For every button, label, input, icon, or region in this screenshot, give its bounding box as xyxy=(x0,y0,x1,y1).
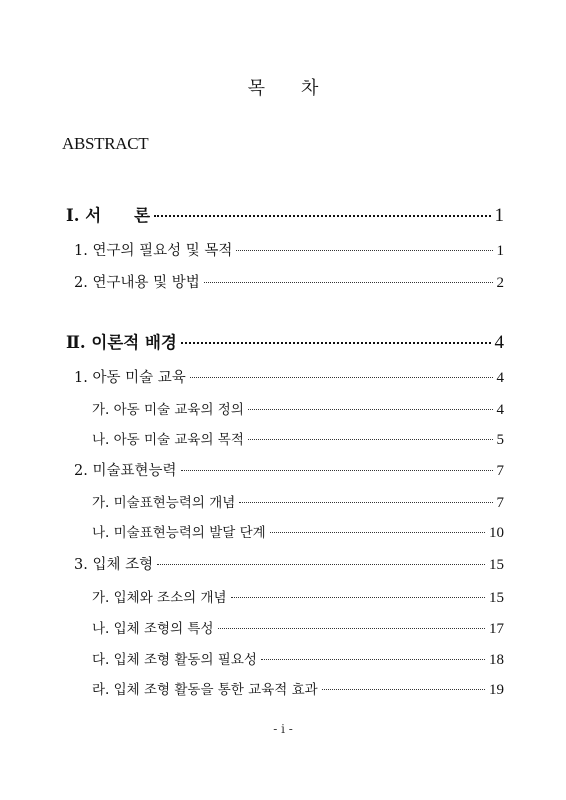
toc-entry-label: 다. 입체 조형 활동의 필요성 xyxy=(92,652,257,668)
dot-leader xyxy=(236,250,492,251)
toc-entry-label: 나. 미술표현능력의 발달 단계 xyxy=(92,525,266,541)
dot-leader xyxy=(157,564,485,565)
page-title xyxy=(0,74,566,100)
toc-entry-page: 15 xyxy=(489,557,504,573)
toc-entry xyxy=(74,366,504,387)
toc-entry-page: 19 xyxy=(489,682,504,698)
toc-entry-label: 2. 미술표현능력 xyxy=(74,463,177,479)
toc-entry-page: 4 xyxy=(494,332,504,353)
dot-leader xyxy=(190,377,493,378)
dot-leader xyxy=(248,439,493,440)
toc-entry-label: 2. 연구내용 및 방법 xyxy=(74,275,200,291)
toc-entry-page: 15 xyxy=(489,590,504,606)
dot-leader xyxy=(239,502,492,503)
dot-leader xyxy=(204,282,493,283)
dot-leader xyxy=(181,342,491,344)
toc-entry xyxy=(74,553,504,574)
dot-leader xyxy=(181,470,493,471)
toc-entry-page: 17 xyxy=(489,621,504,637)
toc-entry xyxy=(92,586,504,607)
toc-entry-page: 2 xyxy=(496,275,504,291)
toc-entry xyxy=(92,398,504,419)
dot-leader xyxy=(270,532,485,533)
toc-entry-label: Ⅰ. 서 론 xyxy=(66,206,151,225)
toc-entry xyxy=(92,491,504,512)
toc-entry xyxy=(92,428,504,449)
toc-entry-page: 1 xyxy=(496,243,504,259)
toc-entry-page: 7 xyxy=(496,463,504,479)
toc-entry-page: 10 xyxy=(489,525,504,541)
dot-leader xyxy=(261,659,485,660)
toc-entry-label: 1. 아동 미술 교육 xyxy=(74,370,186,386)
toc-entry xyxy=(92,678,504,699)
toc-entry xyxy=(74,459,504,480)
toc-entry xyxy=(66,329,504,354)
dot-leader xyxy=(248,409,493,410)
toc-entry-page: 1 xyxy=(494,205,504,226)
toc-entry xyxy=(92,617,504,638)
toc-entry xyxy=(74,239,504,260)
toc-entry-label: 가. 아동 미술 교육의 정의 xyxy=(92,402,244,418)
toc-entry-label: 1. 연구의 필요성 및 목적 xyxy=(74,243,233,259)
dot-leader xyxy=(218,628,486,629)
toc-entry-page: 18 xyxy=(489,652,504,668)
dot-leader xyxy=(154,215,490,217)
toc-entry xyxy=(74,271,504,292)
toc-entry-label: 라. 입체 조형 활동을 통한 교육적 효과 xyxy=(92,682,318,698)
title-left-char: 목 xyxy=(247,78,265,99)
toc-entry-label: 3. 입체 조형 xyxy=(74,557,154,573)
toc-entry xyxy=(66,202,504,227)
dot-leader xyxy=(231,597,485,598)
toc-entry-label: 가. 입체와 조소의 개념 xyxy=(92,590,227,606)
toc-entry-page: 5 xyxy=(496,432,504,448)
toc-entry-page: 4 xyxy=(496,370,504,386)
toc-entry-label: 나. 아동 미술 교육의 목적 xyxy=(92,432,244,448)
abstract-heading: ABSTRACT xyxy=(62,134,149,153)
toc-entry-page: 4 xyxy=(496,402,504,418)
toc-entry xyxy=(92,648,504,669)
toc-entry xyxy=(92,521,504,542)
toc-entry-label: 나. 입체 조형의 특성 xyxy=(92,621,214,637)
title-right-char: 차 xyxy=(301,78,319,99)
toc-entry-label: Ⅱ. 이론적 배경 xyxy=(66,333,177,352)
toc-entry-label: 가. 미술표현능력의 개념 xyxy=(92,495,236,511)
dot-leader xyxy=(322,689,485,690)
page-number-footer: - i - xyxy=(273,722,293,736)
toc-entry-page: 7 xyxy=(496,495,504,511)
